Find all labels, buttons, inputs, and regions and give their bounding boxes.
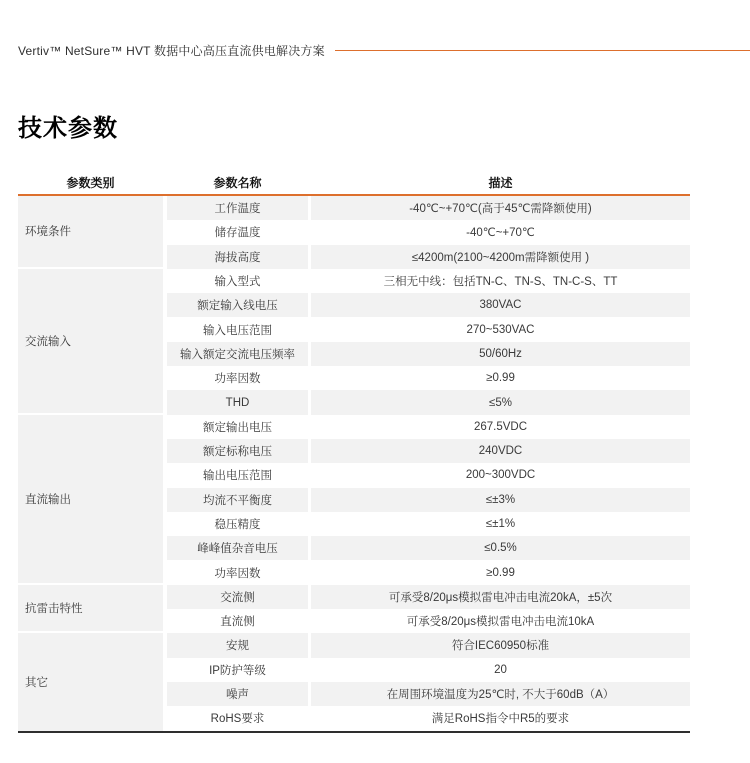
param-desc-cell: ≤±3% (311, 488, 690, 512)
param-desc-cell: ≥0.99 (486, 372, 515, 385)
document-header (18, 42, 750, 59)
param-desc-cell: 380VAC (311, 293, 690, 317)
column-header-name: 参数名称 (213, 176, 262, 190)
table-row (167, 415, 690, 439)
param-name-cell: 输入额定交流电压频率 (167, 342, 308, 366)
table-row (167, 706, 690, 730)
table-row (167, 463, 690, 487)
table-row (167, 220, 690, 244)
table-row (167, 536, 690, 560)
table-row (167, 560, 690, 584)
param-desc-cell: ≤0.5% (311, 536, 690, 560)
column-header-category: 参数类别 (66, 176, 115, 190)
param-name-cell: 功率因数 (214, 373, 261, 386)
table-row (167, 585, 690, 609)
table-row (167, 342, 690, 366)
param-name-cell: 稳压精度 (214, 519, 261, 531)
param-desc-cell: ≤±1% (485, 518, 516, 530)
param-name-cell: 直流侧 (220, 616, 255, 629)
table-row (167, 245, 690, 269)
table-row (167, 317, 690, 341)
param-desc-cell: -40℃~+70℃ (466, 227, 535, 240)
table-header-row (18, 171, 690, 196)
param-desc-cell: 符合IEC60950标准 (311, 633, 690, 657)
category-column (18, 196, 163, 731)
param-name-cell: 输入型式 (214, 276, 261, 289)
param-desc-cell: ≤4200m(2100~4200m需降额使用 ) (311, 245, 690, 269)
param-desc-cell: ≤5% (311, 390, 690, 414)
param-name-cell: 额定输出电压 (203, 421, 272, 434)
param-name-cell: 储存温度 (214, 227, 261, 240)
table-row (167, 633, 690, 657)
category-cell-environment: 环境条件 (18, 196, 163, 269)
param-name-cell: 噪声 (167, 682, 308, 706)
param-desc-cell: 三相无中线：包括TN-C、TN-S、TN-C-S、TT (383, 276, 618, 289)
table-body (18, 196, 690, 731)
table-row (167, 269, 690, 293)
param-desc-cell: 满足RoHS指令中R5的要求 (431, 713, 570, 726)
category-cell-ac-input: 交流输入 (18, 269, 163, 415)
rows-column (167, 196, 690, 731)
header-accent-rule (335, 50, 750, 51)
table-row (167, 658, 690, 682)
param-name-cell: 额定标称电压 (167, 439, 308, 463)
param-name-cell: 额定输入线电压 (167, 293, 308, 317)
table-row (167, 682, 690, 706)
param-desc-cell: 267.5VDC (473, 420, 528, 433)
param-name-cell: 峰峰值杂音电压 (167, 536, 308, 560)
param-desc-cell: 270~530VAC (466, 323, 535, 336)
param-name-cell: 交流侧 (167, 585, 308, 609)
param-desc-cell: 在周围环境温度为25℃时, 不大于60dB（A） (311, 682, 690, 706)
param-name-cell: 安规 (167, 633, 308, 657)
param-desc-cell: 50/60Hz (311, 342, 690, 366)
param-name-cell: 均流不平衡度 (167, 488, 308, 512)
table-row (167, 293, 690, 317)
category-cell-surge: 抗雷击特性 (18, 585, 163, 634)
param-desc-cell: -40℃~+70℃(高于45℃需降额使用) (311, 196, 690, 220)
param-desc-cell: 可承受8/20μs模拟雷电冲击电流10kA (406, 616, 595, 629)
table-row (167, 512, 690, 536)
param-name-cell: 工作温度 (167, 196, 308, 220)
document-title: Vertiv™ NetSure™ HVT 数据中心高压直流供电解决方案 (18, 44, 325, 58)
table-row (167, 366, 690, 390)
section-title: 技术参数 (18, 115, 118, 142)
spec-table (18, 171, 690, 733)
param-desc-cell: ≥0.99 (486, 566, 515, 579)
param-name-cell: THD (167, 390, 308, 414)
param-desc-cell: 200~300VDC (465, 469, 536, 482)
param-name-cell: IP防护等级 (209, 664, 266, 677)
param-desc-cell: 可承受8/20μs模拟雷电冲击电流20kA，±5次 (311, 585, 690, 609)
param-desc-cell: 240VDC (311, 439, 690, 463)
table-row (167, 196, 690, 220)
category-cell-others: 其它 (18, 633, 163, 730)
param-name-cell: 输入电压范围 (203, 324, 272, 337)
param-name-cell: 输出电压范围 (203, 470, 272, 483)
table-row (167, 390, 690, 414)
param-name-cell: RoHS要求 (210, 713, 265, 726)
table-row (167, 488, 690, 512)
table-row (167, 609, 690, 633)
param-desc-cell: 20 (494, 663, 507, 676)
column-header-desc: 描述 (488, 176, 513, 190)
table-row (167, 439, 690, 463)
category-cell-dc-output: 直流输出 (18, 415, 163, 585)
param-name-cell: 海拔高度 (167, 245, 308, 269)
param-name-cell: 功率因数 (214, 567, 261, 580)
